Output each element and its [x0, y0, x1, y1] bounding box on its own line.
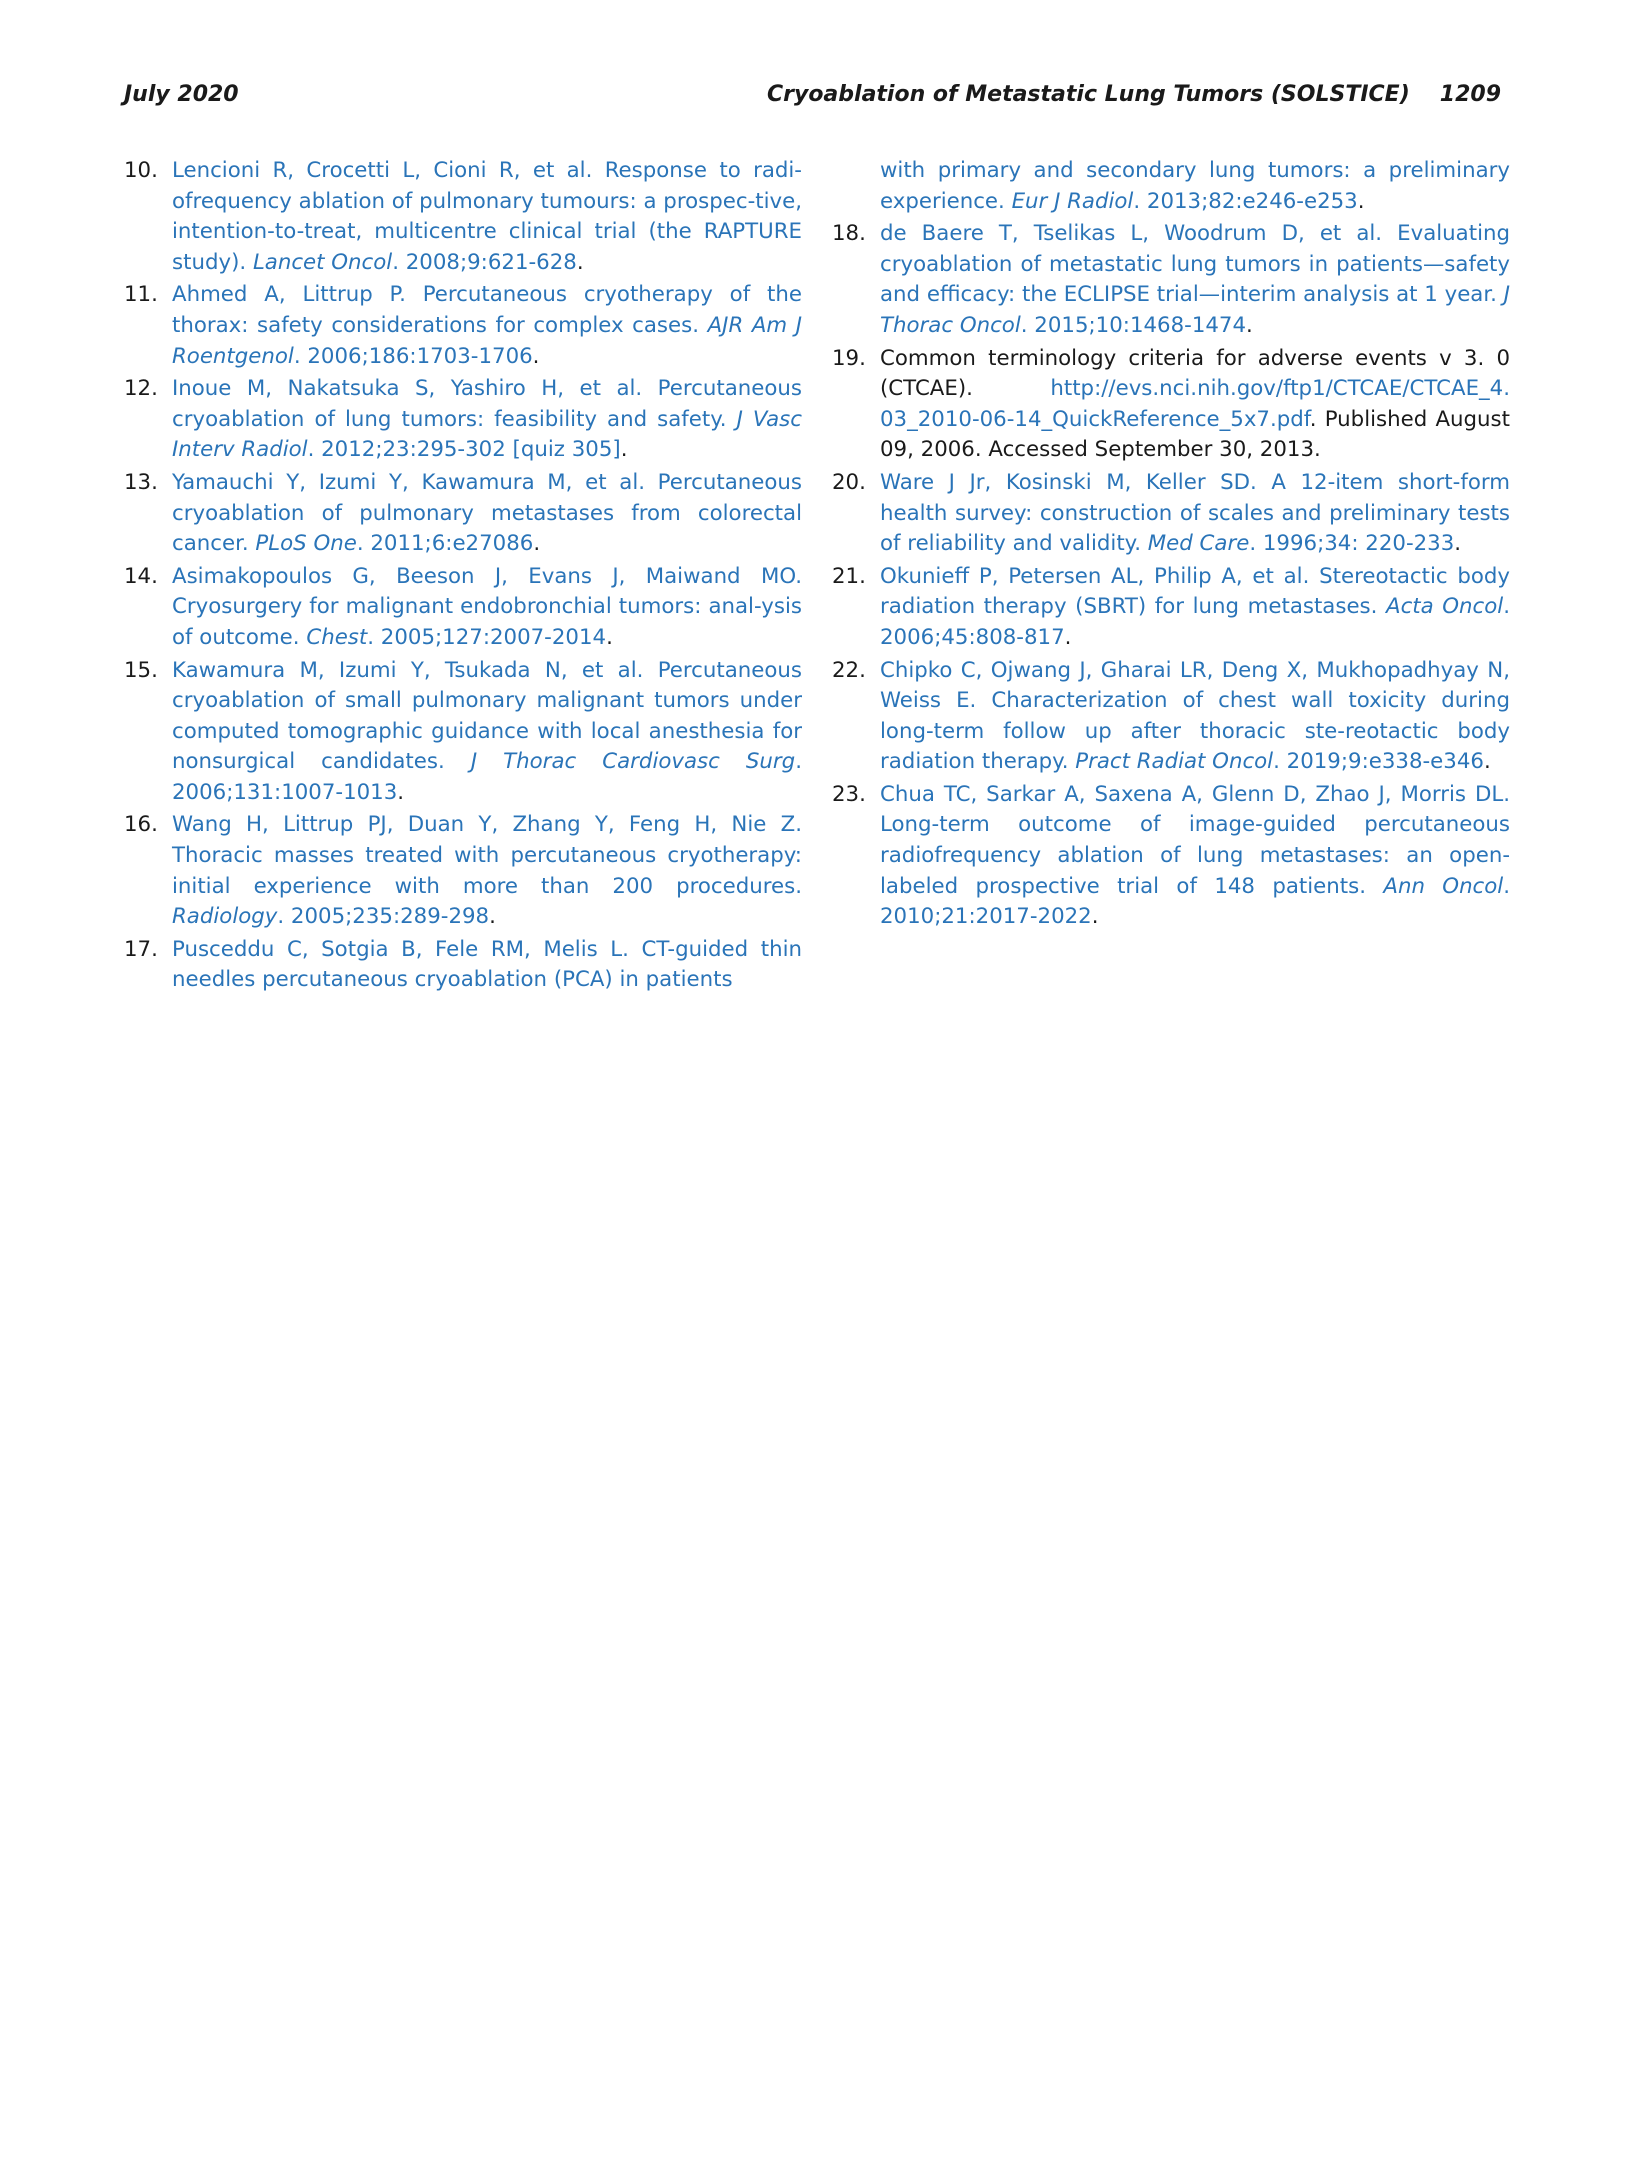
reference-link[interactable]: de Baere T, Tselikas L, Woodrum D, et al. Evaluating cryoablation of metastatic lung tumors in patients—safety and efficacy: the ECLIPSE trial—interim analysis at 1 year. J Thorac Oncol. 2015;10:1468-1474	[880, 221, 1510, 338]
reference-url-link[interactable]: http://evs.nci.nih.gov/ftp1/CTCAE/CTCAE_4. 03_2010-06-14_QuickReference_5x7.pdf	[880, 376, 1510, 432]
reference-link[interactable]: Pusceddu C, Sotgia B, Fele RM, Melis L. CT-guided thin needles percutaneous cryoablation (PCA) in patients	[172, 936, 802, 993]
reference-12: 12. Inoue M, Nakatsuka S, Yashiro H, et al. Percutaneous cryoablation of lung tumors: feasibility and safety. J Vasc Interv Radiol. 2012;23:295-302 [quiz 305].	[124, 376, 802, 463]
page-number: 1209	[1439, 82, 1501, 107]
reference-15: 15. Kawamura M, Izumi Y, Tsukada N, et al. Percutaneous cryoablation of small pulmonary malignant tumors under computed tomographic guidance with local anesthesia for nonsurgical candidates. J Thorac Cardiovasc Surg. 2006;131:1007-1013.	[124, 657, 802, 805]
reference-link[interactable]: Kawamura M, Izumi Y, Tsukada N, et al. Percutaneous cryoablation of small pulmonary malignant tumors under computed tomographic guidance with local anesthesia for nonsurgical candidates. J Thorac Cardiovasc Surg. 2006;131:1007-1013	[172, 657, 802, 805]
reference-link[interactable]: Chipko C, Ojwang J, Gharai LR, Deng X, Mukhopadhyay N, Weiss E. Characterization of chest wall toxicity during long-term follow up after thoracic ste-reotactic body radiation therapy. Pract Radiat Oncol. 2019;9:e338-e346	[880, 657, 1510, 775]
reference-16: 16. Wang H, Littrup PJ, Duan Y, Zhang Y, Feng H, Nie Z. Thoracic masses treated with percutaneous cryotherapy: initial experience with more than 200 procedures. Radiology. 2005;235:289-298.	[124, 812, 802, 930]
reference-link[interactable]: Yamauchi Y, Izumi Y, Kawamura M, et al. Percutaneous cryoablation of pulmonary metastases from colorectal cancer. PLoS One. 2011;6:e27086	[172, 469, 802, 557]
references-column-right	[832, 156, 1510, 935]
reference-link[interactable]: with primary and secondary lung tumors: a preliminary experience. Eur J Radiol. 2013;82:e246-e253	[880, 158, 1510, 214]
reference-10: 10. Lencioni R, Crocetti L, Cioni R, et al. Response to radi-ofrequency ablation of pulmonary tumours: a prospec-tive, intention-to-treat, multicentre clinical trial (the RAPTURE study). Lancet Oncol. 2008;9:621-628.	[124, 158, 802, 275]
reference-22: 22. Chipko C, Ojwang J, Gharai LR, Deng X, Mukhopadhyay N, Weiss E. Characterization of chest wall toxicity during long-term follow up after thoracic ste-reotactic body radiation therapy. Pract Radiat Oncol. 2019;9:e338-e346.	[832, 657, 1510, 775]
reference-link[interactable]: Okunieff P, Petersen AL, Philip A, et al. Stereotactic body radiation therapy (SBRT) for lung metastases. Acta Oncol. 2006;45:808-817	[880, 563, 1510, 650]
reference-link[interactable]: Chua TC, Sarkar A, Saxena A, Glenn D, Zhao J, Morris DL. Long-term outcome of image-guided percutaneous radiofrequency ablation of lung metastases: an open-labeled prospective trial of 148 patients. Ann Oncol. 2010;21:2017-2022	[880, 781, 1510, 930]
reference-23: 23. Chua TC, Sarkar A, Saxena A, Glenn D, Zhao J, Morris DL. Long-term outcome of image-guided percutaneous radiofrequency ablation of lung metastases: an open-labeled prospective trial of 148 patients. Ann Oncol. 2010;21:2017-2022.	[832, 781, 1510, 930]
reference-13: 13. Yamauchi Y, Izumi Y, Kawamura M, et al. Percutaneous cryoablation of pulmonary metastases from colorectal cancer. PLoS One. 2011;6:e27086.	[124, 469, 802, 557]
reference-21: 21. Okunieff P, Petersen AL, Philip A, et al. Stereotactic body radiation therapy (SBRT) for lung metastases. Acta Oncol. 2006;45:808-817.	[832, 563, 1510, 650]
reference-link[interactable]: Ware J Jr, Kosinski M, Keller SD. A 12-item short-form health survey: construction of scales and preliminary tests of reliability and validity. Med Care. 1996;34: 220-233	[880, 469, 1510, 557]
reference-link[interactable]: Inoue M, Nakatsuka S, Yashiro H, et al. Percutaneous cryoablation of lung tumors: feasibility and safety. J Vasc Interv Radiol. 2012;23:295-302 [quiz 305]	[172, 376, 802, 463]
reference-17-continued: with primary and secondary lung tumors: a preliminary experience. Eur J Radiol. 2013;82:e246-e253.	[880, 158, 1510, 214]
reference-link[interactable]: Ahmed A, Littrup P. Percutaneous cryotherapy of the thorax: safety considerations for complex cases. AJR Am J Roentgenol. 2006;186:1703-1706	[172, 282, 802, 369]
issue-date: July 2020	[124, 82, 239, 107]
article-title: Cryoablation of Metastatic Lung Tumors (SOLSTICE)	[766, 82, 1410, 107]
reference-19: 19. Common terminology criteria for adverse events v 3. 0 (CTCAE). http://evs.nci.nih.gov/ftp1/CTCAE/CTCAE_4. 03_2010-06-14_QuickReference_5x7.pdf. Published August 09, 2006. Accessed September 30, 2013.	[832, 345, 1510, 463]
reference-link[interactable]: Lencioni R, Crocetti L, Cioni R, et al. Response to radi-ofrequency ablation of pulmonary tumours: a prospec-tive, intention-to-treat, multicentre clinical trial (the RAPTURE study). Lancet Oncol. 2008;9:621-628	[172, 158, 802, 275]
reference-17: 17. Pusceddu C, Sotgia B, Fele RM, Melis L. CT-guided thin needles percutaneous cryoablation (PCA) in patients	[124, 936, 802, 993]
header-right	[767, 82, 1501, 107]
reference-14: 14. Asimakopoulos G, Beeson J, Evans J, Maiwand MO. Cryosurgery for malignant endobronchial tumors: anal-ysis of outcome. Chest. 2005;127:2007-2014.	[124, 563, 802, 650]
reference-18: 18. de Baere T, Tselikas L, Woodrum D, et al. Evaluating cryoablation of metastatic lung tumors in patients—safety and efficacy: the ECLIPSE trial—interim analysis at 1 year. J Thorac Oncol. 2015;10:1468-1474.	[832, 221, 1510, 338]
references-column-left	[124, 156, 802, 998]
reference-20: 20. Ware J Jr, Kosinski M, Keller SD. A 12-item short-form health survey: construction of scales and preliminary tests of reliability and validity. Med Care. 1996;34: 220-233.	[832, 469, 1510, 557]
reference-link[interactable]: Wang H, Littrup PJ, Duan Y, Zhang Y, Feng H, Nie Z. Thoracic masses treated with percutaneous cryotherapy: initial experience with more than 200 procedures. Radiology. 2005;235:289-298	[172, 812, 802, 930]
reference-11: 11. Ahmed A, Littrup P. Percutaneous cryotherapy of the thorax: safety considerations for complex cases. AJR Am J Roentgenol. 2006;186:1703-1706.	[124, 282, 802, 369]
running-header	[124, 82, 1501, 118]
reference-link[interactable]: Asimakopoulos G, Beeson J, Evans J, Maiwand MO. Cryosurgery for malignant endobronchial tumors: anal-ysis of outcome. Chest. 2005;127:2007-2014	[172, 563, 802, 650]
